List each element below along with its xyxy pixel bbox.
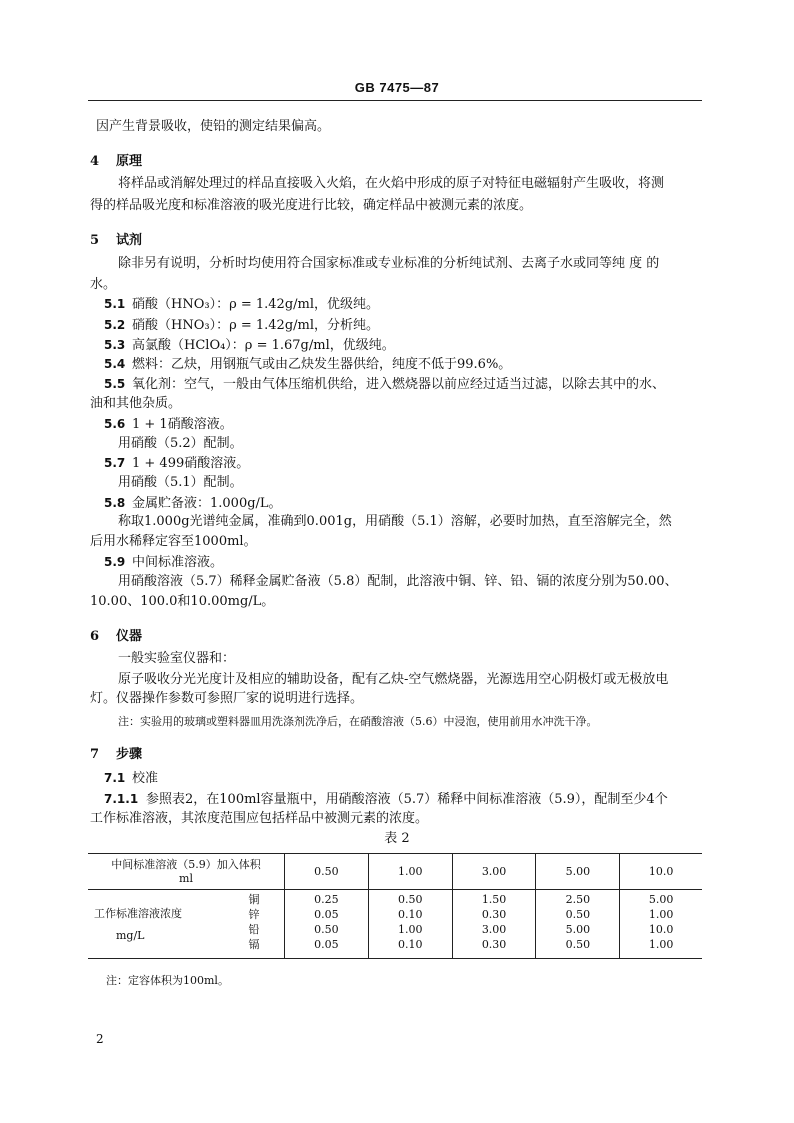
section-5-intro-1: 除非另有说明，分析时均使用符合国家标准或专业标准的分析纯试剂、去离子水或同等纯 度 的 xyxy=(118,256,660,271)
reagent-text: 氧化剂：空气，一般由气体压缩机供给，进入燃烧器以前应经过适当过滤，以除去其中的水、 xyxy=(132,377,666,392)
table-cell: 0.50 xyxy=(397,893,423,906)
section-4-number: 4 xyxy=(90,154,100,169)
volume-cell: 1.00 xyxy=(368,854,452,890)
reagent-5-7-cont: 用硝酸（5.1）配制。 xyxy=(118,475,243,490)
header-rule xyxy=(88,100,702,101)
table-cell: 1.00 xyxy=(648,938,674,951)
reagent-5-4 xyxy=(104,357,511,372)
table-cell: 0.05 xyxy=(314,908,339,921)
volume-header-label: 中间标准溶液（5.9）加入体积 xyxy=(111,857,261,871)
element-cell xyxy=(224,890,285,959)
reagent-number: 5.7 xyxy=(104,456,126,470)
reagent-number: 5.4 xyxy=(104,357,126,371)
reagent-text: 金属贮备液：1.000g/L。 xyxy=(132,496,282,511)
page-header-title: GB 7475—87 xyxy=(354,80,440,95)
section-4-heading xyxy=(90,150,142,169)
reagent-5-8-cont-1: 称取1.000g光谱纯金属，准确到0.001g，用硝酸（5.1）溶解，必要时加热，直至溶解完全，然 xyxy=(118,514,672,529)
reagent-number: 5.3 xyxy=(104,338,126,352)
reagent-text: 1 + 499硝酸溶液。 xyxy=(132,456,250,471)
table-2 xyxy=(88,853,702,959)
table-cell: 0.25 xyxy=(314,893,339,906)
table-cell: 0.50 xyxy=(314,923,339,936)
reagent-5-9-cont-2: 10.00、100.0和10.00mg/L。 xyxy=(90,594,275,609)
table-concentration-row xyxy=(88,890,702,959)
reagent-5-9-cont-1: 用硝酸溶液（5.7）稀释金属贮备液（5.8）配制，此溶液中铜、锌、铅、镉的浓度分别为50.00、 xyxy=(118,574,678,589)
section-5-heading xyxy=(90,229,142,248)
subsection-number: 7.1 xyxy=(104,771,126,785)
reagent-5-8 xyxy=(104,496,282,511)
concentration-column xyxy=(536,890,620,959)
subsection-number: 7.1.1 xyxy=(104,792,139,806)
table-cell: 0.50 xyxy=(565,908,591,921)
subsection-7-1-1-cont: 工作标准溶液，其浓度范围应包括样品中被测元素的浓度。 xyxy=(90,811,429,826)
section-7-title: 步骤 xyxy=(116,747,143,762)
section-6-note: 注：实验用的玻璃或塑料器皿用洗涤剂洗净后，在硝酸溶液（5.6）中浸泡，使用前用水冲洗干净。 xyxy=(118,715,598,728)
table-cell: 1.50 xyxy=(481,893,507,906)
table-2-note: 注：定容体积为100ml。 xyxy=(106,974,229,987)
concentration-column xyxy=(620,890,702,959)
element-cadmium: 镉 xyxy=(248,938,260,951)
reagent-5-5-cont: 油和其他杂质。 xyxy=(90,396,182,411)
section-6-title: 仪器 xyxy=(116,629,143,644)
reagent-text: 1 + 1硝酸溶液。 xyxy=(132,417,233,432)
reagent-5-7 xyxy=(104,456,249,471)
reagent-number: 5.8 xyxy=(104,496,126,510)
concentration-label: 工作标准溶液浓度 xyxy=(94,907,182,920)
intro-line: 因产生背景吸收，使铅的测定结果偏高。 xyxy=(96,119,331,134)
table-cell: 0.30 xyxy=(481,938,507,951)
reagent-text: 硝酸（HNO₃）：ρ = 1.42g/ml，分析纯。 xyxy=(132,318,380,333)
table-cell: 1.00 xyxy=(648,908,674,921)
subsection-7-1 xyxy=(104,771,158,786)
reagent-5-1 xyxy=(104,297,379,312)
reagent-text: 高氯酸（HClO₄）：ρ = 1.67g/ml，优级纯。 xyxy=(132,338,395,353)
section-5-intro-2: 水。 xyxy=(90,277,117,292)
section-4-title: 原理 xyxy=(116,154,143,169)
reagent-5-3 xyxy=(104,338,395,353)
reagent-5-6 xyxy=(104,417,233,432)
concentration-label-cell xyxy=(88,890,224,959)
reagent-number: 5.5 xyxy=(104,377,126,391)
table-cell: 0.05 xyxy=(314,938,339,951)
volume-cell: 5.00 xyxy=(536,854,620,890)
reagent-5-6-cont: 用硝酸（5.2）配制。 xyxy=(118,436,243,451)
reagent-text: 燃料：乙炔，用钢瓶气或由乙炔发生器供给，纯度不低于99.6%。 xyxy=(132,357,512,372)
reagent-number: 5.9 xyxy=(104,555,126,569)
table-cell: 0.50 xyxy=(565,938,591,951)
concentration-unit: mg/L xyxy=(116,929,145,942)
table-cell: 2.50 xyxy=(565,893,591,906)
section-6-heading xyxy=(90,625,142,644)
volume-cell: 0.50 xyxy=(285,854,369,890)
element-lead: 铅 xyxy=(248,923,260,936)
concentration-column xyxy=(452,890,536,959)
reagent-5-8-cont-2: 后用水稀释定容至1000ml。 xyxy=(90,534,257,549)
volume-cell: 3.00 xyxy=(452,854,536,890)
section-5-number: 5 xyxy=(90,233,100,248)
concentration-column xyxy=(368,890,452,959)
volume-header-cell xyxy=(88,854,285,890)
section-6-line-1: 一般实验室仪器和： xyxy=(118,651,236,666)
section-6-number: 6 xyxy=(90,629,100,644)
section-5-title: 试剂 xyxy=(116,233,143,248)
table-cell: 5.00 xyxy=(648,893,674,906)
reagent-5-9 xyxy=(104,555,223,570)
table-cell: 10.0 xyxy=(648,923,674,936)
reagent-text: 硝酸（HNO₃）：ρ = 1.42g/ml，优级纯。 xyxy=(132,297,380,312)
table-cell: 0.10 xyxy=(397,938,423,951)
subsection-title: 校准 xyxy=(132,771,159,786)
section-7-heading xyxy=(90,743,142,762)
table-cell: 0.10 xyxy=(397,908,423,921)
element-zinc: 锌 xyxy=(248,908,260,921)
table-header-row xyxy=(88,854,702,890)
table-cell: 3.00 xyxy=(481,923,507,936)
table-2-caption: 表 2 xyxy=(384,831,410,846)
section-6-line-3: 灯。仪器操作参数可参照厂家的说明进行选择。 xyxy=(90,691,364,706)
subsection-7-1-1 xyxy=(104,792,668,807)
reagent-number: 5.6 xyxy=(104,417,126,431)
reagent-5-2 xyxy=(104,318,379,333)
concentration-column xyxy=(285,890,369,959)
section-4-line-1: 将样品或消解处理过的样品直接吸入火焰，在火焰中形成的原子对特征电磁辐射产生吸收，将测 xyxy=(118,176,665,191)
table-cell: 5.00 xyxy=(565,923,591,936)
reagent-5-5 xyxy=(104,377,665,392)
element-copper: 铜 xyxy=(248,893,260,906)
volume-header-unit: ml xyxy=(179,871,193,885)
reagent-text: 中间标准溶液。 xyxy=(132,555,224,570)
table-cell: 1.00 xyxy=(397,923,423,936)
reagent-number: 5.1 xyxy=(104,297,126,311)
page-number: 2 xyxy=(96,1032,104,1046)
section-4-line-2: 得的样品吸光度和标准溶液的吸光度进行比较，确定样品中被测元素的浓度。 xyxy=(90,198,533,213)
subsection-text: 参照表2，在100ml容量瓶中，用硝酸溶液（5.7）稀释中间标准溶液（5.9），配制至少4个 xyxy=(146,792,668,807)
table-cell: 0.30 xyxy=(481,908,507,921)
volume-cell: 10.0 xyxy=(620,854,702,890)
section-6-line-2: 原子吸收分光光度计及相应的辅助设备，配有乙炔-空气燃烧器，光源选用空心阴极灯或无极放电 xyxy=(118,672,669,687)
section-7-number: 7 xyxy=(90,747,100,762)
reagent-number: 5.2 xyxy=(104,318,126,332)
